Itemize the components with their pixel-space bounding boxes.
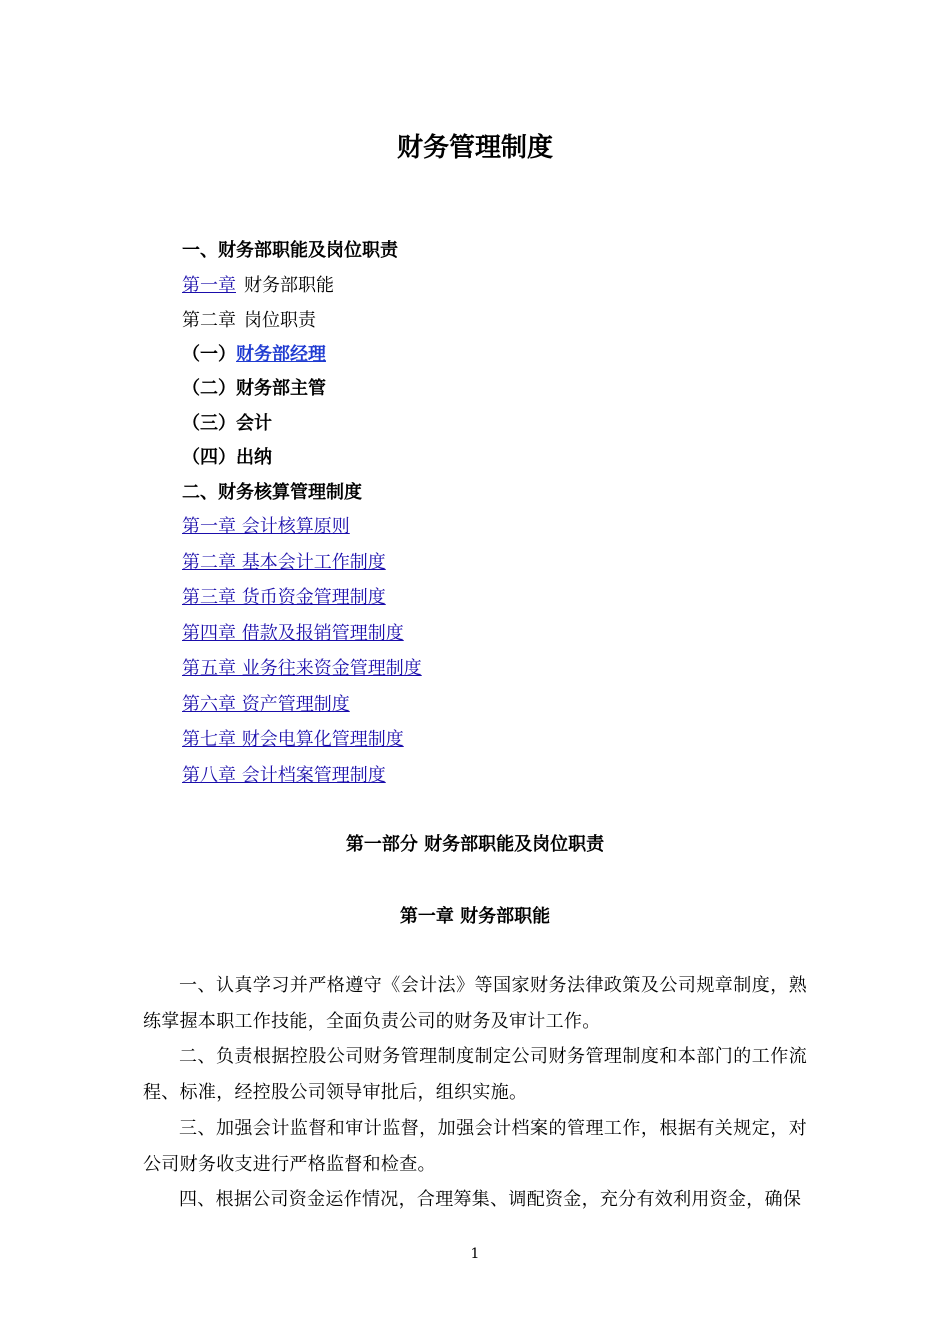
paragraph-4: 四、根据公司资金运作情况，合理筹集、调配资金，充分有效利用资金，确保 [179, 1189, 802, 1210]
toc-link-chapter-1[interactable]: 第一章 [182, 275, 236, 296]
toc-link-computerized-accounting[interactable]: 第七章 财会电算化管理制度 [182, 729, 404, 750]
toc-position-2: （二）财务部主管 [182, 378, 326, 399]
toc-part-1: 一、财务部职能及岗位职责 [182, 240, 398, 261]
toc-link-accounting-principles[interactable]: 第一章 会计核算原则 [182, 516, 350, 537]
page-number: 1 [470, 1246, 480, 1262]
paragraph-1: 一、认真学习并严格遵守《会计法》等国家财务法律政策及公司规章制度，熟练掌握本职工作技能，全面负责公司的财务及审计工作。 [143, 975, 807, 1032]
section-heading: 第一部分 财务部职能及岗位职责 [345, 834, 605, 855]
toc-position-3: （三）会计 [182, 413, 272, 434]
chapter-heading: 第一章 财务部职能 [399, 906, 551, 927]
paragraph-3: 三、加强会计监督和审计监督，加强会计档案的管理工作，根据有关规定，对公司财务收支进行严格监督和检查。 [143, 1118, 807, 1175]
toc-link-basic-accounting[interactable]: 第二章 基本会计工作制度 [182, 552, 386, 573]
toc-link-finance-manager[interactable]: 财务部经理 [236, 344, 326, 365]
toc-chapter-1-name: 财务部职能 [244, 275, 334, 296]
toc-position-1-prefix: （一） [182, 344, 236, 365]
toc-position-4: （四）出纳 [182, 447, 272, 468]
toc-chapter-2-num: 第二章 [182, 310, 236, 331]
toc-link-asset-management[interactable]: 第六章 资产管理制度 [182, 694, 350, 715]
paragraph-2: 二、负责根据控股公司财务管理制度制定公司财务管理制度和本部门的工作流程、标准，经控股公司领导审批后，组织实施。 [143, 1046, 807, 1103]
toc-part-2: 二、财务核算管理制度 [182, 482, 362, 503]
toc-link-loans-reimbursement[interactable]: 第四章 借款及报销管理制度 [182, 623, 404, 644]
document-title: 财务管理制度 [396, 133, 553, 163]
toc-chapter-2-name: 岗位职责 [244, 310, 316, 331]
toc-link-accounting-archives[interactable]: 第八章 会计档案管理制度 [182, 765, 386, 786]
toc-chapter-1-2 [182, 308, 316, 334]
toc-link-business-funds[interactable]: 第五章 业务往来资金管理制度 [182, 658, 422, 679]
toc-position-1 [182, 342, 326, 368]
toc-link-monetary-funds[interactable]: 第三章 货币资金管理制度 [182, 587, 386, 608]
toc-chapter-1-1 [182, 273, 334, 299]
